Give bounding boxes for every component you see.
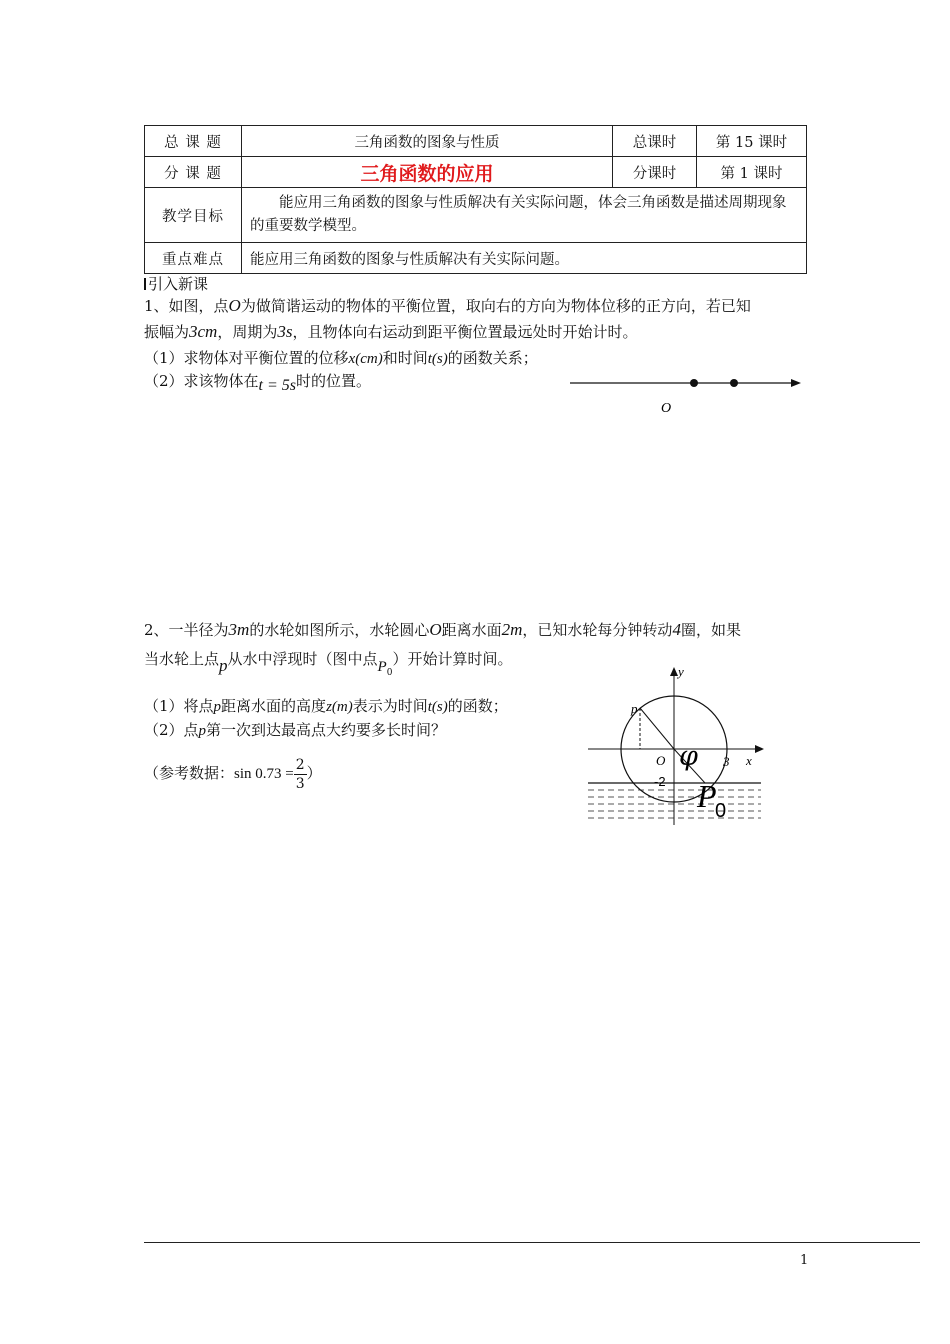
teaching-goal-value: 能应用三角函数的图象与性质解决有关实际问题，体会三角函数是描述周期现象的重要数学模型。 — [242, 188, 807, 243]
math-period: 3s — [277, 322, 293, 341]
question-text: （2）点 — [144, 721, 199, 739]
math-distance: 2m — [501, 620, 523, 639]
problem2-text: ，已知水轮每分钟转动 — [522, 621, 673, 639]
y-axis-arrow-icon — [670, 667, 678, 676]
math-center: O — [429, 620, 442, 639]
math-p0-sub: 0 — [386, 668, 393, 678]
math-p: p — [219, 656, 228, 675]
math-p0-base: P — [377, 659, 387, 675]
question-text: （1）求物体对平衡位置的位移 — [144, 349, 349, 367]
sub-hours-label: 分课时 — [613, 157, 697, 188]
problem2-question1 — [144, 696, 508, 717]
problem1-text: 振幅为 — [144, 323, 190, 341]
teaching-goal-label: 教学目标 — [145, 188, 242, 243]
problem1-text: ，周期为 — [217, 323, 278, 341]
math-turns: 4 — [672, 620, 681, 639]
question-text: 的函数关系； — [447, 349, 538, 367]
total-topic-label: 总 课 题 — [145, 126, 242, 157]
problem2-text: 当水轮上点 — [144, 650, 220, 668]
problem2-question2 — [144, 720, 446, 741]
x-axis-arrow-icon — [755, 745, 764, 753]
math-x: x(cm) — [348, 351, 383, 367]
math-p: p — [213, 699, 222, 715]
phi-angle-label: φ — [679, 741, 698, 772]
table-row — [145, 126, 807, 157]
point-o-dot — [690, 379, 698, 387]
water-wheel-figure — [583, 663, 768, 825]
question-text: 距离水面的高度 — [221, 697, 327, 715]
y-label: y — [678, 664, 684, 679]
sub-hours-value: 第 1 课时 — [697, 157, 807, 188]
math-point-o: O — [228, 296, 241, 315]
sub-topic-value: 三角函数的应用 — [242, 157, 613, 188]
fraction-denominator: 3 — [295, 775, 305, 792]
reference-text: （参考数据： — [144, 764, 235, 782]
math-radius: 3m — [228, 620, 250, 639]
key-points-label: 重点难点 — [145, 243, 242, 274]
point-dot — [730, 379, 738, 387]
problem1-question2 — [144, 371, 371, 392]
math-t: t(s) — [427, 699, 448, 715]
question-text: （2）求该物体在 — [144, 372, 259, 390]
point-p-label: p — [631, 701, 638, 716]
total-topic-value: 三角函数的图象与性质 — [242, 126, 613, 157]
sub-topic-label: 分 课 题 — [145, 157, 242, 188]
section-heading — [144, 274, 208, 294]
problem1-text: 为做简谐运动的物体的平衡位置，取向右的方向为物体位移的正方向，若已知 — [240, 297, 751, 315]
table-row — [145, 188, 807, 243]
problem1-text: 1、如图，点 — [144, 297, 229, 315]
question-text: （1）将点 — [144, 697, 214, 715]
math-p0 — [377, 657, 393, 678]
total-hours-label: 总课时 — [613, 126, 697, 157]
question-text: 的函数； — [447, 697, 508, 715]
radius-op — [640, 708, 674, 749]
problem1-line1 — [144, 296, 751, 316]
problem1-line2 — [144, 322, 638, 342]
problem2-text: 的水轮如图所示，水轮圆心 — [249, 621, 430, 639]
neg-two-label: -2 — [654, 774, 666, 789]
question-text: 表示为时间 — [352, 697, 428, 715]
fraction-numerator: 2 — [295, 756, 305, 773]
table-row — [145, 157, 807, 188]
problem2-text: ）开始计算时间。 — [392, 650, 513, 668]
page-number: 1 — [800, 1253, 809, 1268]
problem2-line2 — [144, 649, 512, 676]
p0-subscript: 0 — [715, 800, 727, 822]
table-row — [145, 243, 807, 274]
problem2-text: 圈，如果 — [680, 621, 741, 639]
math-z: z(m) — [326, 699, 353, 715]
question-text: 时的位置。 — [296, 372, 372, 390]
problem2-line1 — [144, 620, 741, 640]
problem2-text: 距离水面 — [441, 621, 502, 639]
reference-text: ） — [306, 764, 322, 782]
arrow-head-icon — [791, 379, 801, 387]
math-amplitude: 3cm — [189, 322, 218, 341]
problem2-reference — [144, 754, 322, 793]
x-label: x — [746, 753, 752, 768]
three-label: 3 — [723, 754, 730, 769]
math-sin: sin 0.73 = — [234, 766, 294, 782]
problem2-text: 2、一半径为 — [144, 621, 229, 639]
section-marker — [144, 278, 146, 290]
lesson-info-table — [144, 125, 807, 274]
problem1-question1 — [144, 348, 538, 369]
problem2-text: 从水中浮现时（图中点 — [227, 650, 378, 668]
math-fraction — [294, 756, 307, 793]
problem1-text: ，且物体向右运动到距平衡位置最远处时开始计时。 — [292, 323, 638, 341]
p0-label: P — [697, 778, 717, 814]
number-line-figure — [565, 370, 805, 420]
question-text: 和时间 — [382, 349, 428, 367]
math-t-equals: t = 5s — [258, 377, 297, 394]
total-hours-value: 第 15 课时 — [697, 126, 807, 157]
label-o: O — [661, 401, 672, 416]
key-points-value: 能应用三角函数的图象与性质解决有关实际问题。 — [242, 243, 807, 274]
question-text: 第一次到达最高点大约要多长时间？ — [206, 721, 447, 739]
math-p: p — [198, 723, 207, 739]
origin-label: O — [656, 753, 666, 768]
math-t: t(s) — [427, 351, 448, 367]
section-title: 引入新课 — [148, 275, 209, 293]
footer-divider — [144, 1242, 920, 1243]
